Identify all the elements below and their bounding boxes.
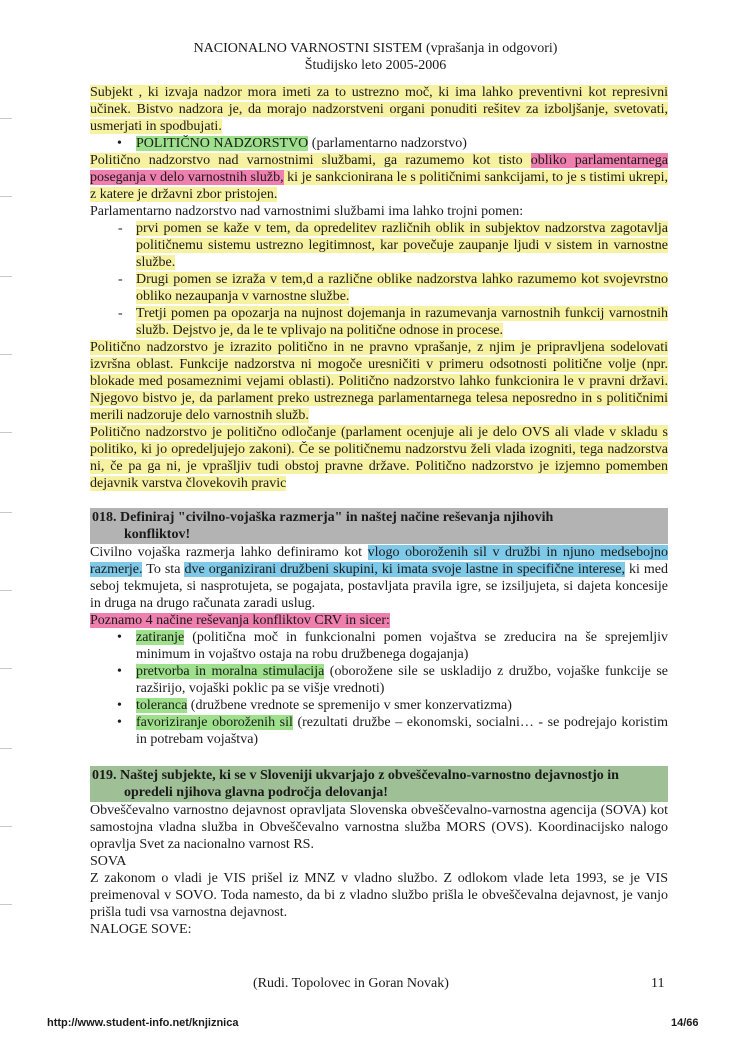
list-item [90, 714, 668, 748]
list-item [90, 697, 668, 714]
definition-text: Politično nadzorstvo nad varnostnimi službami, ga razumemo kot tisto [90, 153, 531, 168]
margin-mark [0, 354, 12, 355]
list-item-text: Drugi pomen se izraža v tem,d a različne oblike nadzorstva lahko razumemo kot svojevrstno obliko nezaupanja v varnostne službe. [136, 272, 668, 304]
paragraph-text: Politično nadzorstvo je izrazito politično in ne pravno vprašanje, z njim je pripravljena sodelovati izvršna oblast. Funkcije nadzorstva ni mogoče uresničiti v primeru odsotnosti politične volje (npr. blokade med posameznimi vejami oblasti). Politično nadzorstvo lahko funkcionira le v pravni državi. Njegovo bistvo je, da parlament preko ustreznega parlamentarnega telesa neposredno in s političnimi merili nadzoruje delo varnostnih služb. [90, 340, 668, 423]
footer-authors: (Rudi. Topolovec in Goran Novak) [253, 976, 449, 991]
item-highlight: toleranca [136, 698, 188, 713]
politicno-paragraph [90, 424, 668, 492]
list-item [90, 663, 668, 697]
definition-highlight: dve organizirani družbeni skupini, ki imata svoje lastne in specifične interese, [184, 562, 625, 577]
document-body [90, 84, 668, 938]
sova-label: SOVA [90, 854, 127, 869]
definition-highlight: obliko parlamentarnega poseganja v delo varnostnih služb, [90, 153, 669, 185]
item-text: (družbene vrednote se spremenijo v smer konzervatizma) [187, 698, 512, 713]
margin-mark [0, 668, 12, 669]
list-item [90, 271, 668, 305]
bullet-icon: • [117, 136, 122, 151]
bullet-icon: • [117, 698, 122, 713]
paragraph-text: Politično nadzorstvo je politično odločanje (parlament ocenjuje ali je delo OVS ali vlade v skladu s politiko, ki jo opredeljujejo zakoni). Če se političnemu nadzorstvu želi vlada izogniti, tega nadzorstva ni, če pa ga ni, je vprašljiv tudi obstoj pravne države. Politično nadzorstvo je izjemno pomemben dejavnik varstva človekovih pravic [90, 425, 668, 491]
paragraph-text: To sta [142, 562, 185, 577]
dash-icon: - [118, 272, 123, 287]
margin-mark [0, 904, 12, 905]
margin-mark [0, 748, 12, 749]
heading-line: 019. Naštej subjekte, ki se v Sloveniji ukvarjajo z obveščevalno-varnostno dejavnostjo in [92, 768, 619, 783]
dash-icon: - [118, 306, 123, 321]
definition-text: ki je sankcionirana le s političnimi sankcijami, to je s tistimi ukrepi, z katere je državni zbor pristojen. [90, 170, 668, 202]
q018-definition [90, 544, 668, 612]
page-counter: 14/66 [671, 1017, 699, 1029]
dash-icon: - [118, 221, 123, 236]
trojni-pomen: Parlamentarno nadzorstvo nad varnostnimi službami ima lahko trojni pomen: [90, 204, 524, 219]
question-019-heading [90, 766, 668, 802]
list-item [90, 629, 668, 663]
politicno-heading-note: (parlamentarno nadzorstvo) [308, 136, 467, 151]
heading-line: konfliktov! [124, 527, 191, 542]
list-item [90, 305, 668, 339]
naloge-label: NALOGE SOVE: [90, 922, 192, 937]
document-title: NACIONALNO VARNOSTNI SISTEM (vprašanja in odgovori) [193, 41, 558, 56]
paragraph-text: ki med seboj tekmujeta, si nasprotujeta, se pogajata, postavljata pravila igre, se izsiljujeta, si dajeta koncesije in druga na drugo računata zaradi uslug. [90, 562, 669, 611]
politicno-definition [90, 152, 668, 203]
q019-paragraph: Obveščevalno varnostno dejavnost opravljata Slovenska obveščevalno-varnostna agencija (SOVA) kot samostojna vladna služba in Obveščevalno varnostna služba MORS (OVS). Koordinacijsko nalogo opravlja Svet za nacionalno varnost RS. [90, 803, 668, 852]
document-subtitle: Študijsko leto 2005-2006 [304, 58, 447, 73]
q018-poznamo [90, 612, 668, 629]
item-text: (rezultati družbe – ekonomski, socialni… - se podrejajo koristim in potrebam vojaštva) [136, 715, 669, 747]
item-highlight: pretvorba in moralna stimulacija [136, 664, 325, 679]
item-highlight: favoriziranje oboroženih sil [136, 715, 293, 730]
bullet-icon: • [117, 664, 122, 679]
politicno-heading: POLITIČNO NADZORSTVO [136, 136, 309, 151]
poznamo-highlight: Poznamo 4 načine reševanja konfliktov CRV in sicer: [90, 613, 390, 628]
footer-page-number: 11 [651, 976, 665, 991]
heading-line: 018. Definiraj "civilno-vojaška razmerja" in naštej načine reševanja njihovih [92, 510, 554, 525]
list-item-text: prvi pomen se kaže v tem, da opredelitev različnih oblik in subjektov nadzorstva zagotavlja političnemu sistemu ustrezno legitimnost, kar povečuje zaupanje ljudi v sistem in varnostne službe. [136, 221, 668, 270]
list-item-text: Tretji pomen pa opozarja na nujnost dojemanja in razumevanja varnostnih funkcij varnostnih služb. Dejstvo je, da le te vplivajo na politične odnose in procese. [136, 306, 668, 338]
bullet-icon: • [117, 630, 122, 645]
list-item [90, 135, 668, 152]
margin-mark [0, 826, 12, 827]
item-text: (politična moč in funkcionalni pomen vojaštva se zreducira na še sprejemljiv minimum in vojaštvo ostaja na robu družbenega dogajanja) [136, 630, 668, 662]
definition-highlight: vlogo oboroženih sil v družbi in njuno medsebojno razmerje. [90, 545, 669, 577]
item-highlight: zatiranje [136, 630, 185, 645]
margin-mark [0, 196, 12, 197]
paragraph-text: Civilno vojaška razmerja lahko definiramo kot [90, 545, 368, 560]
heading-line: opredeli njihova glavna področja delovanja! [124, 785, 388, 800]
question-018-heading [90, 508, 668, 544]
q019-paragraph: Z zakonom o vladi je VIS prišel iz MNZ v vladno službo. Z odlokom vlade leta 1993, se je VIS preimenoval v SOVO. Toda namesto, da bi z vladno službo prišla le obveščevalna dejavnost, je vanjo prišla tudi vsa varnostna dejavnost. [90, 871, 668, 920]
intro-text: Subjekt , ki izvaja nadzor mora imeti za to ustrezno moč, ki ima lahko preventivni kot represivni učinek. Bistvo nadzora je, da morajo nadzorstveni organi ponuditi rešitev za izboljšanje, svetovati, usmerjati in spodbujati. [90, 85, 668, 134]
bullet-icon: • [117, 715, 122, 730]
margin-mark [0, 118, 12, 119]
margin-mark [0, 276, 12, 277]
margin-mark [0, 512, 12, 513]
source-url-link[interactable]: http://www.student-info.net/knjiznica [47, 1017, 239, 1029]
margin-mark [0, 590, 12, 591]
politicno-paragraph [90, 339, 668, 424]
list-item [90, 220, 668, 271]
margin-mark [0, 432, 12, 433]
item-text: (oborožene sile se uskladijo z družbo, vojaške funkcije se razširijo, vojaški poklic pa se višje vrednoti) [136, 664, 668, 696]
intro-paragraph [90, 84, 668, 135]
